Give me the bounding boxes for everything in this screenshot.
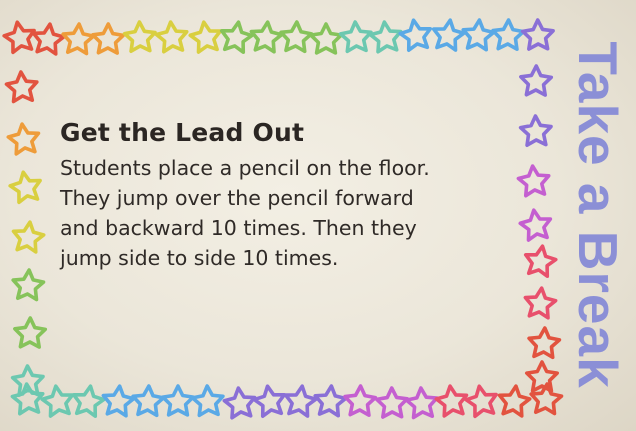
star-outline-icon — [163, 386, 193, 415]
body-line: Students place a pencil on the floor. — [60, 156, 430, 180]
star-outline-icon — [223, 386, 256, 418]
star-outline-icon — [431, 18, 465, 51]
star-outline-icon — [377, 388, 408, 417]
star-outline-icon — [462, 19, 495, 50]
star-outline-icon — [219, 20, 254, 53]
star-outline-icon — [71, 384, 106, 417]
star-outline-icon — [6, 71, 38, 102]
star-outline-icon — [369, 20, 402, 52]
star-outline-icon — [2, 20, 37, 54]
body-line: They jump over the pencil forward — [60, 186, 414, 210]
star-outline-icon — [62, 23, 94, 54]
star-outline-icon — [280, 21, 312, 51]
card-title: Get the Lead Out — [60, 118, 305, 147]
star-outline-icon — [12, 365, 43, 395]
star-outline-icon — [124, 21, 155, 51]
star-outline-icon — [344, 385, 375, 415]
body-line: jump side to side 10 times. — [60, 246, 339, 270]
star-outline-icon — [464, 384, 499, 418]
star-outline-icon — [189, 20, 223, 53]
star-outline-icon — [497, 384, 531, 416]
star-outline-icon — [192, 385, 224, 415]
star-outline-icon — [521, 66, 552, 95]
star-outline-icon — [252, 384, 287, 417]
star-outline-icon — [340, 21, 372, 51]
star-outline-icon — [528, 327, 560, 357]
star-outline-icon — [41, 384, 75, 417]
star-outline-icon — [311, 24, 341, 53]
star-outline-icon — [7, 122, 41, 154]
star-outline-icon — [406, 387, 438, 418]
star-outline-icon — [155, 21, 188, 52]
star-outline-icon — [250, 20, 283, 52]
star-outline-icon — [11, 383, 44, 414]
star-outline-icon — [283, 384, 317, 417]
star-outline-icon — [12, 269, 44, 300]
star-outline-icon — [524, 286, 557, 318]
star-outline-icon — [527, 362, 557, 391]
star-outline-icon — [435, 384, 469, 416]
star-outline-icon — [492, 19, 523, 49]
star-outline-icon — [15, 318, 46, 347]
star-outline-icon — [314, 385, 347, 416]
card-content — [60, 118, 530, 273]
star-outline-icon — [8, 170, 43, 204]
side-label-area — [563, 0, 633, 431]
card-body — [60, 153, 530, 273]
star-outline-icon — [132, 385, 164, 415]
star-outline-icon — [102, 384, 135, 416]
star-outline-icon — [31, 22, 65, 54]
take-a-break-label: Take a Break — [567, 41, 629, 389]
star-outline-icon — [398, 18, 433, 51]
body-line: and backward 10 times. Then they — [60, 216, 417, 240]
star-outline-icon — [11, 220, 45, 252]
star-outline-icon — [523, 20, 554, 49]
star-outline-icon — [93, 24, 124, 53]
